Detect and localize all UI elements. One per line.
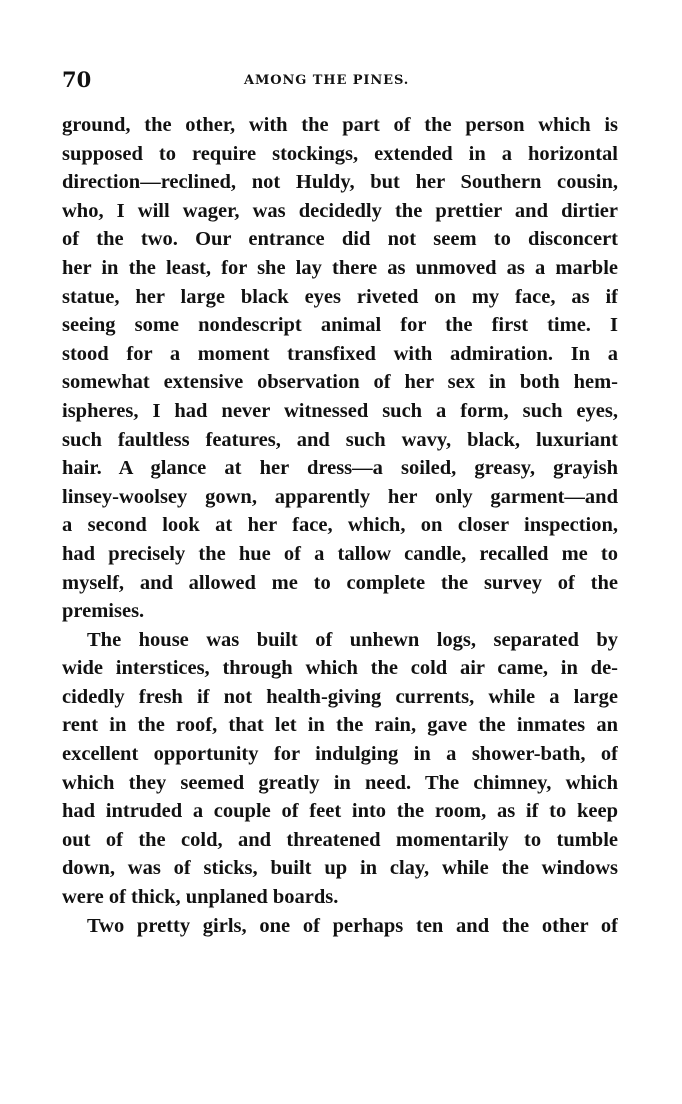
- text-line: who, I will wager, was decidedly the prettier and dirtier: [62, 199, 618, 222]
- text-line: stood for a moment transfixed with admiration. In a: [62, 342, 618, 365]
- text-line: ground, the other, with the part of the person which is: [62, 114, 618, 136]
- text-line: statue, her large black eyes riveted on my face, as if: [62, 285, 618, 308]
- text-line: cidedly fresh if not health-giving currents, while a large: [62, 685, 618, 708]
- text-line: a second look at her face, which, on closer inspection,: [62, 514, 618, 537]
- text-line: ispheres, I had never witnessed such a form, such eyes,: [62, 399, 618, 422]
- page-number: 70: [62, 67, 92, 92]
- paragraph-2: [62, 626, 618, 912]
- text-line: wide interstices, through which the cold air came, in de-: [62, 657, 618, 680]
- text-line: had precisely the hue of a tallow candle, recalled me to: [62, 542, 618, 565]
- paragraph-1: [62, 111, 618, 626]
- text-line: excellent opportunity for indulging in a shower-bath, of: [62, 743, 618, 766]
- text-line: were of thick, unplaned boards.: [62, 886, 339, 909]
- body-text: [62, 111, 618, 940]
- text-line: her in the least, for she lay there as unmoved as a marble: [62, 256, 618, 279]
- text-line: of the two. Our entrance did not seem to disconcert: [62, 228, 618, 251]
- text-line: had intruded a couple of feet into the room, as if to keep: [62, 800, 618, 823]
- text-line: premises.: [62, 600, 145, 623]
- running-title: AMONG THE PINES.: [244, 73, 410, 88]
- text-line: down, was of sticks, built up in clay, while the windows: [62, 857, 618, 880]
- text-line: rent in the roof, that let in the rain, gave the inmates an: [62, 714, 618, 737]
- text-line: Two pretty girls, one of perhaps ten and the other of: [87, 914, 618, 937]
- text-line: such faultless features, and such wavy, black, luxuriant: [62, 428, 618, 451]
- text-line: somewhat extensive observation of her sex in both hem-: [62, 371, 618, 394]
- text-line: seeing some nondescript animal for the first time. I: [62, 314, 618, 337]
- text-line: direction—reclined, not Huldy, but her Southern cousin,: [62, 171, 618, 194]
- text-line: supposed to require stockings, extended in a horizontal: [62, 142, 618, 165]
- text-line: out of the cold, and threatened momentarily to tumble: [62, 828, 618, 851]
- text-line: hair. A glance at her dress—a soiled, greasy, grayish: [62, 457, 618, 480]
- text-line: linsey-woolsey gown, apparently her only garment—and: [62, 485, 618, 508]
- paragraph-3: [62, 912, 618, 941]
- text-line: myself, and allowed me to complete the survey of the: [62, 571, 618, 594]
- text-line: The house was built of unhewn logs, separated by: [87, 628, 618, 651]
- text-line: which they seemed greatly in need. The chimney, which: [62, 771, 618, 794]
- page-header: [62, 66, 618, 96]
